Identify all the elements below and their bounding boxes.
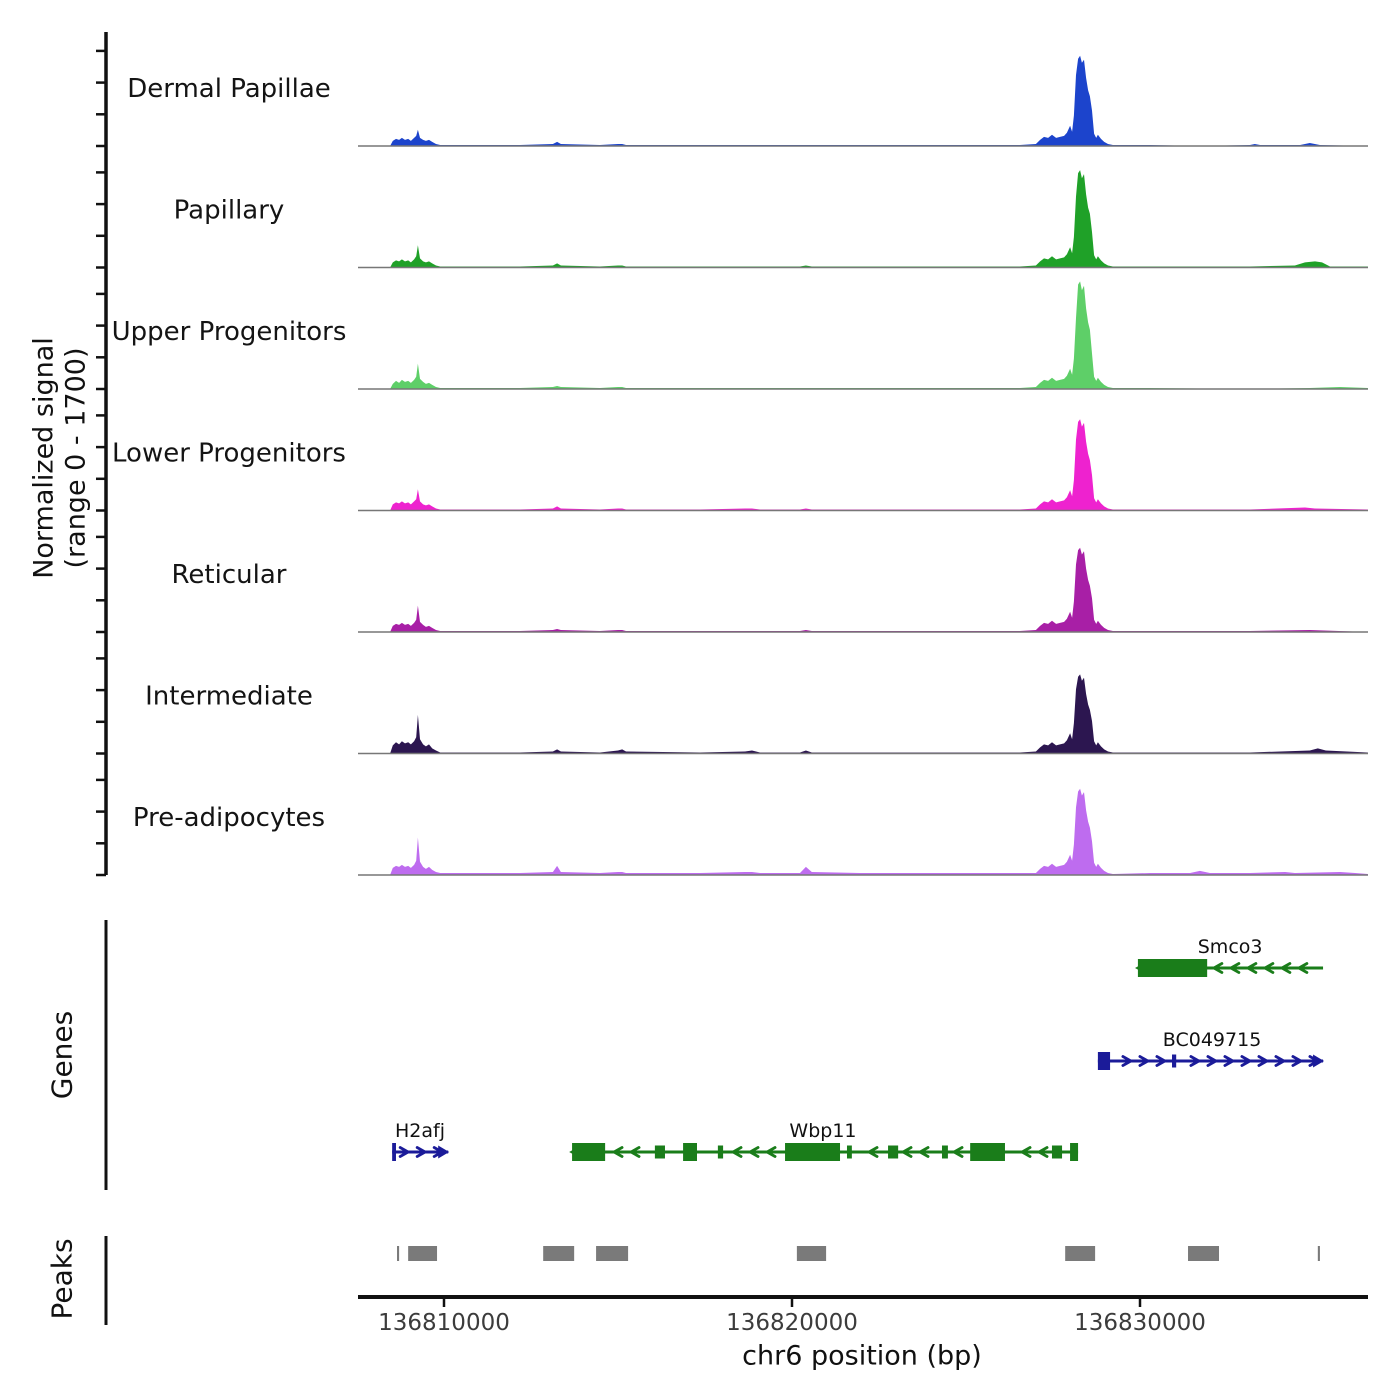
gene-name-H2afj: H2afj [394,1120,445,1142]
x-axis-tick-label: 136810000 [378,1310,510,1336]
signal-area-dermal-papillae [358,56,1368,146]
genes-section-label: Genes [45,1010,79,1100]
peak-region [397,1246,399,1261]
gene-thin-exon-Wbp11 [1052,1146,1062,1159]
gene-thin-exon-Wbp11 [888,1146,898,1159]
x-axis-title: chr6 position (bp) [742,1340,982,1372]
gene-end-arrow-icon [1313,1055,1324,1068]
gene-end-arrow-icon [438,1146,449,1159]
signal-area-papillary [358,170,1368,267]
track-label-reticular: Reticular [171,560,287,590]
peak-region [1318,1246,1320,1261]
gene-exon-Wbp11 [970,1143,1005,1161]
gene-thin-exon-Wbp11 [847,1146,852,1159]
gene-thin-exon-Wbp11 [942,1146,948,1159]
y-axis-label-line2: (range 0 - 1700) [60,347,92,569]
gene-name-BC049715: BC049715 [1162,1029,1262,1051]
track-label-upper-progenitors: Upper Progenitors [111,317,347,347]
track-label-dermal-papillae: Dermal Papillae [127,74,331,104]
gene-exon-BC049715 [1098,1052,1110,1070]
gene-exon-Wbp11 [1070,1143,1078,1161]
peak-region [1065,1246,1095,1261]
track-label-papillary: Papillary [173,195,285,226]
gene-exon-Smco3 [1138,959,1207,977]
gene-name-Smco3: Smco3 [1197,936,1263,958]
x-axis-tick-label: 136820000 [726,1310,858,1336]
gene-exon-Wbp11 [785,1143,840,1161]
track-label-pre-adipocytes: Pre-adipocytes [132,803,326,833]
y-axis-label-line1: Normalized signal [28,337,60,579]
gene-thin-exon-BC049715 [1172,1055,1176,1068]
signal-area-reticular [358,548,1368,632]
signal-area-upper-progenitors [358,281,1368,389]
gene-exon-Wbp11 [572,1143,605,1161]
signal-area-pre-adipocytes [358,789,1368,875]
peak-region [408,1246,437,1261]
signal-area-lower-progenitors [358,419,1368,510]
signal-area-intermediate [358,674,1368,753]
peak-region [797,1246,826,1261]
peak-region [543,1246,574,1261]
gene-thin-exon-Wbp11 [655,1146,665,1159]
gene-exon-H2afj [392,1143,396,1161]
track-label-lower-progenitors: Lower Progenitors [112,438,346,469]
peak-region [596,1246,628,1261]
gene-exon-Wbp11 [683,1143,697,1161]
peaks-section-label: Peaks [45,1238,79,1320]
track-label-intermediate: Intermediate [145,681,313,712]
x-axis-tick-label: 136830000 [1074,1310,1206,1336]
gene-thin-exon-Wbp11 [718,1146,723,1159]
peak-region [1188,1246,1219,1261]
gene-name-Wbp11: Wbp11 [789,1120,857,1142]
